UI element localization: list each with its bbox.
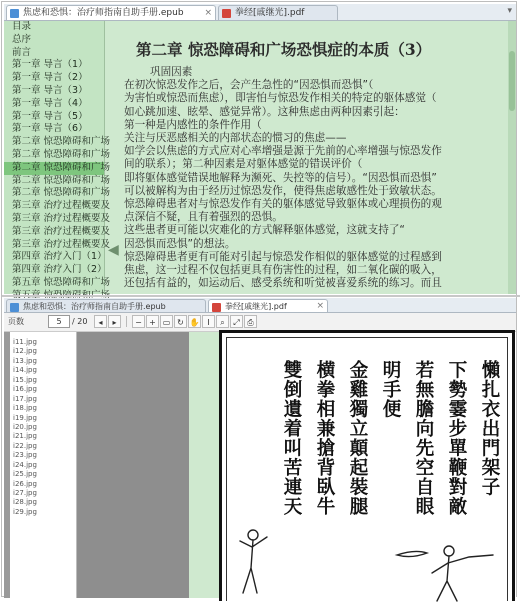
tab-label: 焦虑和恐惧：治疗师指南自助手册.epub <box>23 302 166 311</box>
tab-label: 拳经[戚继光].pdf <box>235 8 305 18</box>
thumbnail-item[interactable]: i12.jpg <box>13 347 37 356</box>
toc-item[interactable]: 第三章 治疗过程概要及 <box>12 200 111 212</box>
thumbnail-item[interactable]: i25.jpg <box>13 470 37 479</box>
toc-item[interactable]: 第二章 惊恐障碍和广场 <box>12 148 111 160</box>
pdf-file-icon <box>222 9 231 18</box>
toc-item[interactable]: 第一章 导言（6） <box>12 123 88 135</box>
fullscreen-icon[interactable]: ⤢ <box>230 315 243 328</box>
thumbnail-item[interactable]: i16.jpg <box>13 385 37 394</box>
body-line: 间的联系）；第二种因素是对躯体感觉的错误评价（ <box>124 158 363 171</box>
toc-item[interactable]: 前言 <box>12 46 32 58</box>
chapter-body <box>124 79 504 290</box>
toc-item[interactable]: 第一章 导言（2） <box>12 72 88 84</box>
page-total: / 20 <box>72 317 88 326</box>
toc-item[interactable]: 目录 <box>12 21 32 32</box>
thumbnail-item[interactable]: i20.jpg <box>13 422 37 431</box>
scroll-thumb[interactable] <box>509 51 515 111</box>
body-line: 惊恐障碍患者更有可能对引起与惊恐发作相似的躯体感觉的过程感到 <box>124 250 442 263</box>
toc-item[interactable]: 第一章 导言（1） <box>12 59 88 71</box>
print-icon[interactable]: ⎙ <box>244 315 257 328</box>
body-line: 如心跳加速、眩晕、感觉异常）。这种焦虑由两种因素引起： <box>124 105 405 118</box>
zoom-out-icon[interactable]: − <box>132 315 145 328</box>
previous-page-icon[interactable]: ◂ <box>94 315 107 328</box>
tab-pdf[interactable] <box>218 5 338 20</box>
epub-file-icon <box>10 9 19 18</box>
thumbnail-item[interactable]: i14.jpg <box>13 366 37 375</box>
collapse-arrow-icon[interactable]: ◀ <box>108 242 119 258</box>
body-line: 关注与厌恶感相关的内部状态的惯习的焦虑—— <box>124 132 347 145</box>
chapter-title: 第二章 惊恐障碍和广场恐惧症的本质（3） <box>136 40 432 59</box>
toc-item[interactable]: 第一章 导言（3） <box>12 84 88 96</box>
tab-bar <box>4 298 516 313</box>
zoom-in-icon[interactable]: + <box>146 315 159 328</box>
vertical-text-column: 雙倒遺着叫苦連天 <box>281 360 302 516</box>
left-figure <box>240 530 267 593</box>
tab-label: 拳经[戚继光].pdf <box>225 302 287 311</box>
vertical-text-column: 金雞獨立顛起裝腿 <box>347 360 368 516</box>
toc-item[interactable]: 第二章 惊恐障碍和广场 <box>12 187 111 199</box>
thumbnail-item[interactable]: i21.jpg <box>13 432 37 441</box>
thumbnail-item[interactable]: i13.jpg <box>13 356 37 365</box>
toolbar-separator <box>126 316 127 327</box>
toc-item[interactable]: 第三章 治疗过程概要及 <box>12 225 111 237</box>
epub-file-icon <box>10 303 19 312</box>
right-figure <box>397 546 493 601</box>
thumbnail-item[interactable]: i29.jpg <box>13 507 37 516</box>
page-count-label: 页数 <box>8 317 24 326</box>
pdf-reader-window <box>4 298 516 598</box>
tab-label: 焦虑和恐惧：治疗师指南自助手册.epub <box>23 8 184 18</box>
thumbnail-item[interactable]: i19.jpg <box>13 413 37 422</box>
vertical-text-column: 懶扎衣出門架子 <box>479 360 500 497</box>
pdf-file-icon <box>212 303 221 312</box>
thumbnail-item[interactable]: i15.jpg <box>13 375 37 384</box>
body-line: 点深信不疑，且有着强烈的恐惧。 <box>124 211 283 224</box>
body-line: 焦虑，这一过程不仅包括更具有伤害性的过程，如二氧化碳的吸入， <box>124 264 442 277</box>
illustration-figures <box>237 523 507 603</box>
thumbnail-item[interactable]: i18.jpg <box>13 404 37 413</box>
page-number-input[interactable] <box>48 315 70 328</box>
viewer-background <box>77 332 189 598</box>
close-icon[interactable]: × <box>316 301 324 311</box>
body-line: 如学会以焦虑的方式应对心率增强是源于先前的心率增强与惊恐发作 <box>124 145 442 158</box>
tab-epub[interactable] <box>6 5 216 20</box>
toc-item[interactable]: 第二章 惊恐障碍和广场 <box>12 174 111 186</box>
epub-reader-window <box>4 4 516 294</box>
close-icon[interactable]: × <box>204 8 212 18</box>
vertical-text-column: 若無膽向先空自眼 <box>413 360 434 516</box>
page-border <box>226 337 508 601</box>
toc-item[interactable]: 第四章 治疗入门（1） <box>12 251 107 263</box>
toc-item[interactable]: 第三章 治疗过程概要及 <box>12 212 111 224</box>
thumbnail-item[interactable]: i11.jpg <box>13 338 37 346</box>
screenshot-frame <box>1 1 517 597</box>
divider <box>2 295 520 297</box>
thumbnail-list <box>10 332 77 598</box>
body-line: 第一种是内感性的条件作用（ <box>124 118 262 131</box>
body-line: 这些患者更可能以灾难化的方式解释躯体感觉，这就支持了“ <box>124 224 405 237</box>
toc-sidebar <box>4 21 111 294</box>
body-line: 惊恐障碍患者对与惊恐发作有关的躯体感觉导致躯体或心理损伤的观 <box>124 198 442 211</box>
section-subtitle: 巩固因素 <box>150 66 193 78</box>
select-tool-icon[interactable]: I <box>202 315 215 328</box>
scrollbar[interactable] <box>508 21 516 294</box>
body-line: 在初次惊恐发作之后，会产生急性的“因恐惧而恐惧”（ <box>124 79 374 92</box>
vertical-text-column: 横拳相兼搶背臥牛 <box>314 360 335 516</box>
body-line: 即将躯体感觉错误地解释为濒死、失控等的信号）。“因恐惧而恐惧” <box>124 171 437 184</box>
thumbnail-item[interactable]: i23.jpg <box>13 451 37 460</box>
toc-item[interactable]: 第二章 惊恐障碍和广场 <box>12 136 111 148</box>
thumbnail-item[interactable]: i28.jpg <box>13 498 37 507</box>
hand-tool-icon[interactable]: ✋ <box>188 315 201 328</box>
thumbnail-item[interactable]: i17.jpg <box>13 394 37 403</box>
chevron-down-icon[interactable]: ▾ <box>507 6 512 16</box>
reading-pane <box>124 22 504 294</box>
vertical-text-column: 明手便 <box>380 360 401 419</box>
toc-item[interactable]: 第二章 惊恐障碍和广场 <box>4 162 104 175</box>
thumbnail-item[interactable]: i22.jpg <box>13 441 37 450</box>
body-line: 因恐惧而恐惧”的想法。 <box>124 237 236 250</box>
pdf-page <box>219 330 515 601</box>
tab-pdf[interactable] <box>208 299 328 312</box>
toc-item[interactable]: 第一章 导言（4） <box>12 97 88 109</box>
toc-item[interactable]: 第四章 治疗入门（2） <box>12 264 107 276</box>
viewer-margin <box>189 332 219 598</box>
next-page-icon[interactable]: ▸ <box>108 315 121 328</box>
body-line: 为害怕或惊恐而焦虑），即害怕与惊恐发作相关的特定的躯体感觉（ <box>124 92 437 105</box>
vertical-text-column: 下勢霎步單鞭對敵 <box>446 360 467 516</box>
rotate-icon[interactable]: ↻ <box>174 315 187 328</box>
tab-bar <box>4 4 516 21</box>
fit-page-icon[interactable]: ▭ <box>160 315 173 328</box>
body-line: 可以被解构为由于经历过惊恐发作，使得焦虑敏感性处于致敏状态。 <box>124 184 442 197</box>
body-line: 还包括有益的，如运动后、感受系统和听觉被喜爱系统的练习。而且 <box>124 277 442 290</box>
thumbnail-item[interactable]: i24.jpg <box>13 460 37 469</box>
toc-item[interactable]: 第五章 惊恐障碍和广场 <box>12 276 111 288</box>
search-icon[interactable]: ⌕ <box>216 315 229 328</box>
thumbnail-item[interactable]: i27.jpg <box>13 489 37 497</box>
toc-item[interactable]: 第三章 治疗过程概要及 <box>12 238 111 250</box>
toc-item[interactable]: 总序 <box>12 33 32 45</box>
toc-item[interactable]: 第一章 导言（5） <box>12 110 88 122</box>
thumbnail-item[interactable]: i26.jpg <box>13 479 37 488</box>
tab-epub[interactable] <box>6 299 206 312</box>
